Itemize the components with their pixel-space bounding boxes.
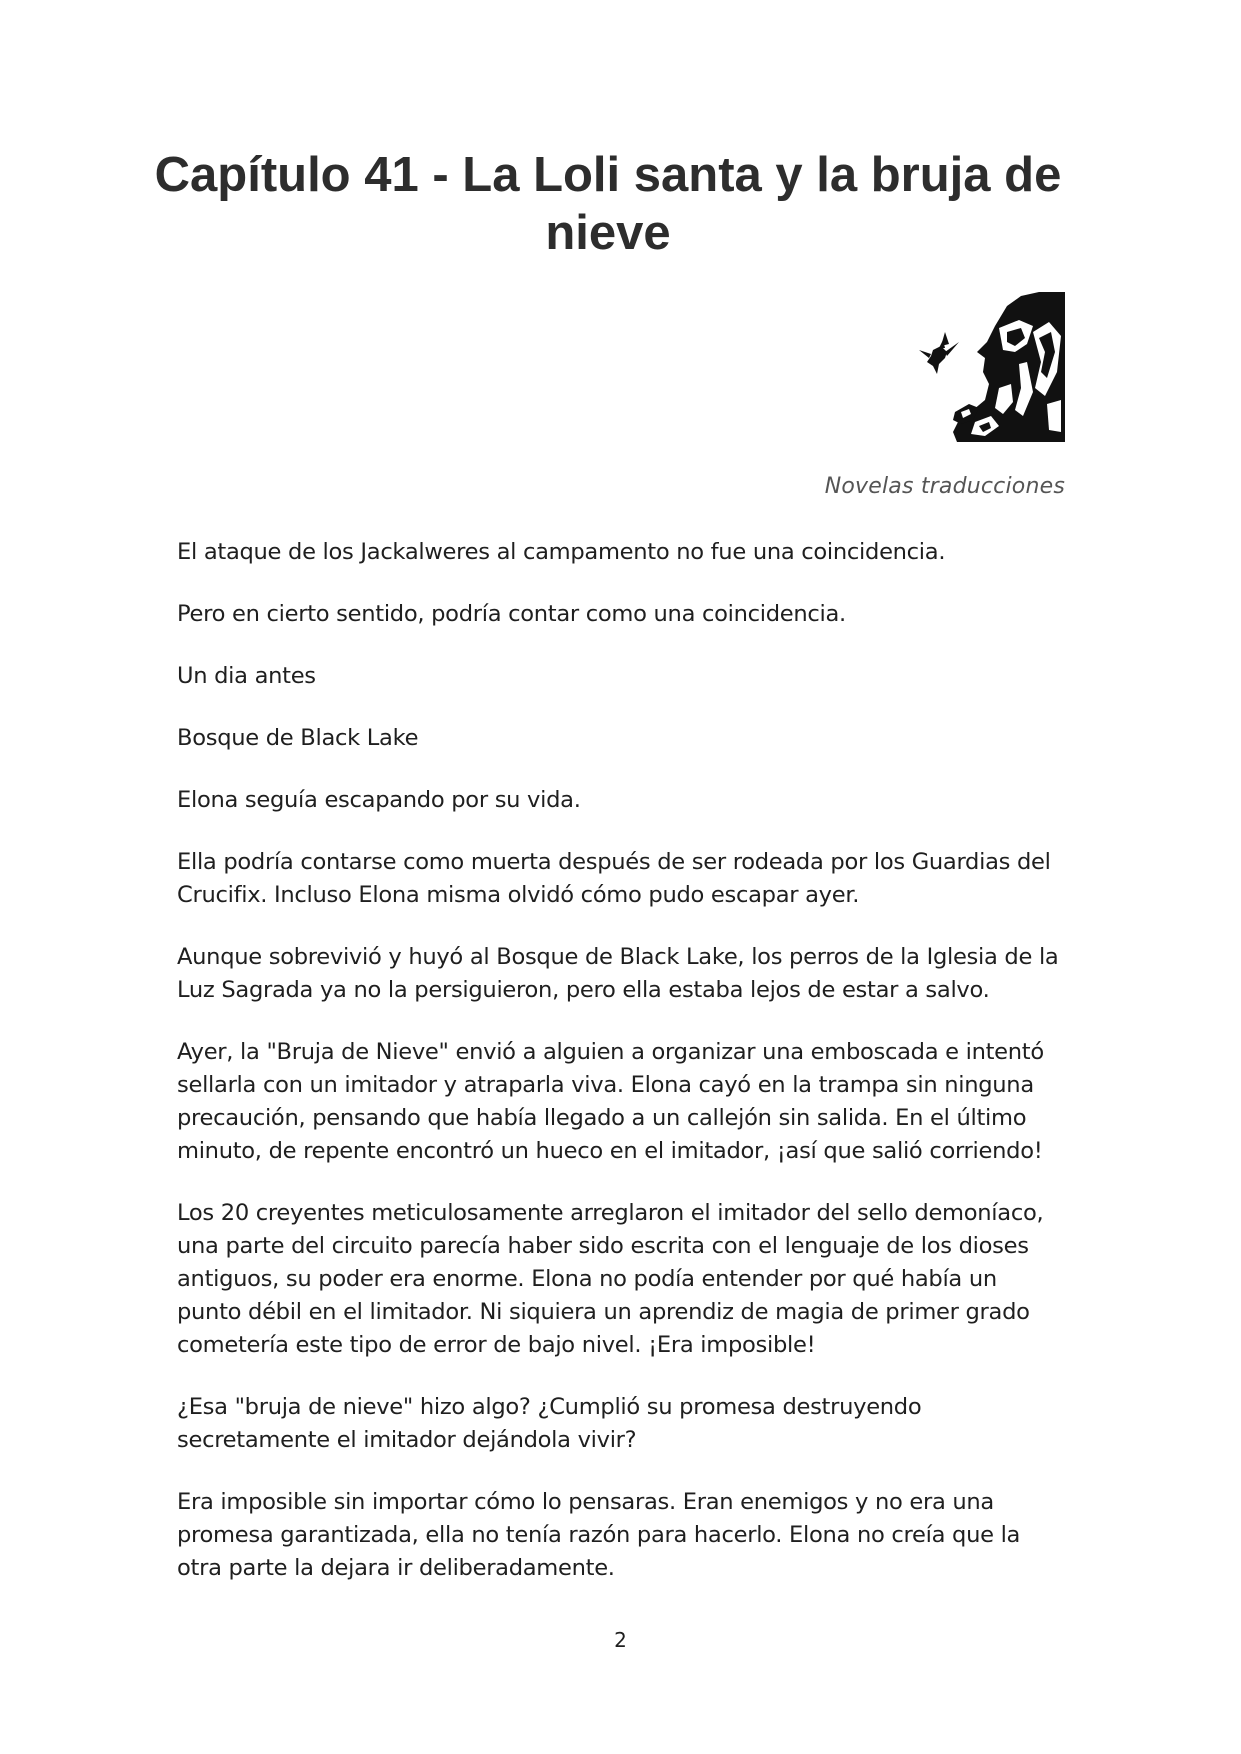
paragraph: El ataque de los Jackalweres al campamento no fue una coincidencia. — [177, 539, 946, 565]
paragraph: Pero en cierto sentido, podría contar como una coincidencia. — [177, 601, 846, 627]
paragraph: Bosque de Black Lake — [177, 725, 419, 751]
hooded-figure-with-bird-icon — [915, 292, 1065, 442]
paragraph: Ayer, la "Bruja de Nieve" envió a alguien a organizar una emboscada e intentó sellarla con un imitador y atraparla viva. Elona cayó en la trampa sin ninguna precaución, pensando que había llegado a un callejón sin salida. En el último minuto, de repente encontró un hueco en el imitador, ¡así que salió corriendo! — [177, 1039, 1044, 1164]
page-number: 2 — [614, 1628, 627, 1652]
paragraph: Aunque sobrevivió y huyó al Bosque de Black Lake, los perros de la Iglesia de la Luz Sagrada ya no la persiguieron, pero ella estaba lejos de estar a salvo. — [177, 944, 1059, 1003]
paragraph: Elona seguía escapando por su vida. — [177, 787, 581, 813]
chapter-title: Capítulo 41 - La Loli santa y la bruja de nieve — [154, 148, 1062, 260]
paragraph: Ella podría contarse como muerta después de ser rodeada por los Guardias del Crucifix. Incluso Elona misma olvidó cómo pudo escapar ayer. — [177, 849, 1051, 908]
chapter-body — [177, 536, 1067, 1614]
site-caption: Novelas traducciones — [824, 474, 1065, 499]
paragraph: Un dia antes — [177, 663, 316, 689]
paragraph: Los 20 creyentes meticulosamente arreglaron el imitador del sello demoníaco, una parte del circuito parecía haber sido escrita con el lenguaje de los dioses antiguos, su poder era enorme. Elona no podía entender por qué había un punto débil en el limitador. Ni siquiera un aprendiz de magia de primer grado cometería este tipo de error de bajo nivel. ¡Era imposible! — [177, 1200, 1044, 1358]
paragraph: Era imposible sin importar cómo lo pensaras. Eran enemigos y no era una promesa garantizada, ella no tenía razón para hacerlo. Elona no creía que la otra parte la dejara ir deliberadamente. — [177, 1489, 1021, 1581]
paragraph: ¿Esa "bruja de nieve" hizo algo? ¿Cumplió su promesa destruyendo secretamente el imitador dejándola vivir? — [177, 1394, 922, 1453]
